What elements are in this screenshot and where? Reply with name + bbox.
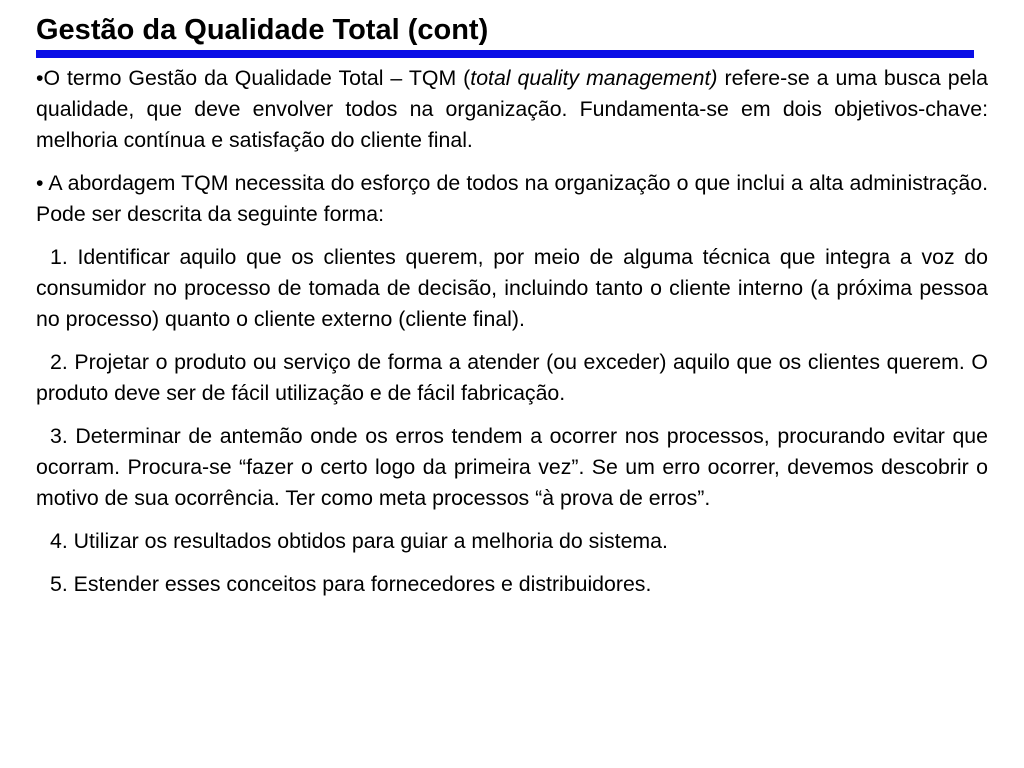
step-3: 3. Determinar de antemão onde os erros tendem a ocorrer nos processos, procurando evitar que ocorram. Procura-se “fazer o certo logo da primeira vez”. Se um erro ocorrer, devemos descobrir o motivo de sua ocorrência. Ter como meta processos “à prova de erros”. [36, 424, 988, 510]
step-2: 2. Projetar o produto ou serviço de forma a atender (ou exceder) aquilo que os clientes querem. O produto deve ser de fácil utilização e de fácil fabricação. [36, 350, 988, 405]
bullet-tqm-definition-lead: •O termo Gestão da Qualidade Total – TQM ( [36, 66, 471, 90]
step-5: 5. Estender esses conceitos para fornecedores e distribuidores. [50, 572, 652, 596]
slide-body [36, 63, 988, 612]
bullet-tqm-definition-emphasis: total quality management) [470, 66, 718, 90]
step-1: 1. Identificar aquilo que os clientes querem, por meio de alguma técnica que integra a voz do consumidor no processo de tomada de decisão, incluindo tanto o cliente interno (a próxima pessoa no processo) quanto o cliente externo (cliente final). [36, 245, 988, 331]
bullet-tqm-approach: • A abordagem TQM necessita do esforço de todos na organização o que inclui a alta administração. Pode ser descrita da seguinte forma: [36, 171, 988, 226]
bullet-tqm-definition-rest: refere-se a uma busca pela qualidade, que deve envolver todos na organização. Fundamenta-se em dois objetivos-chave: melhoria contínua e satisfação do cliente final. [36, 66, 989, 152]
title-underline [36, 50, 974, 58]
step-4: 4. Utilizar os resultados obtidos para guiar a melhoria do sistema. [50, 529, 668, 553]
slide-title: Gestão da Qualidade Total (cont) [36, 14, 489, 46]
bullet-tqm-definition [36, 63, 988, 156]
